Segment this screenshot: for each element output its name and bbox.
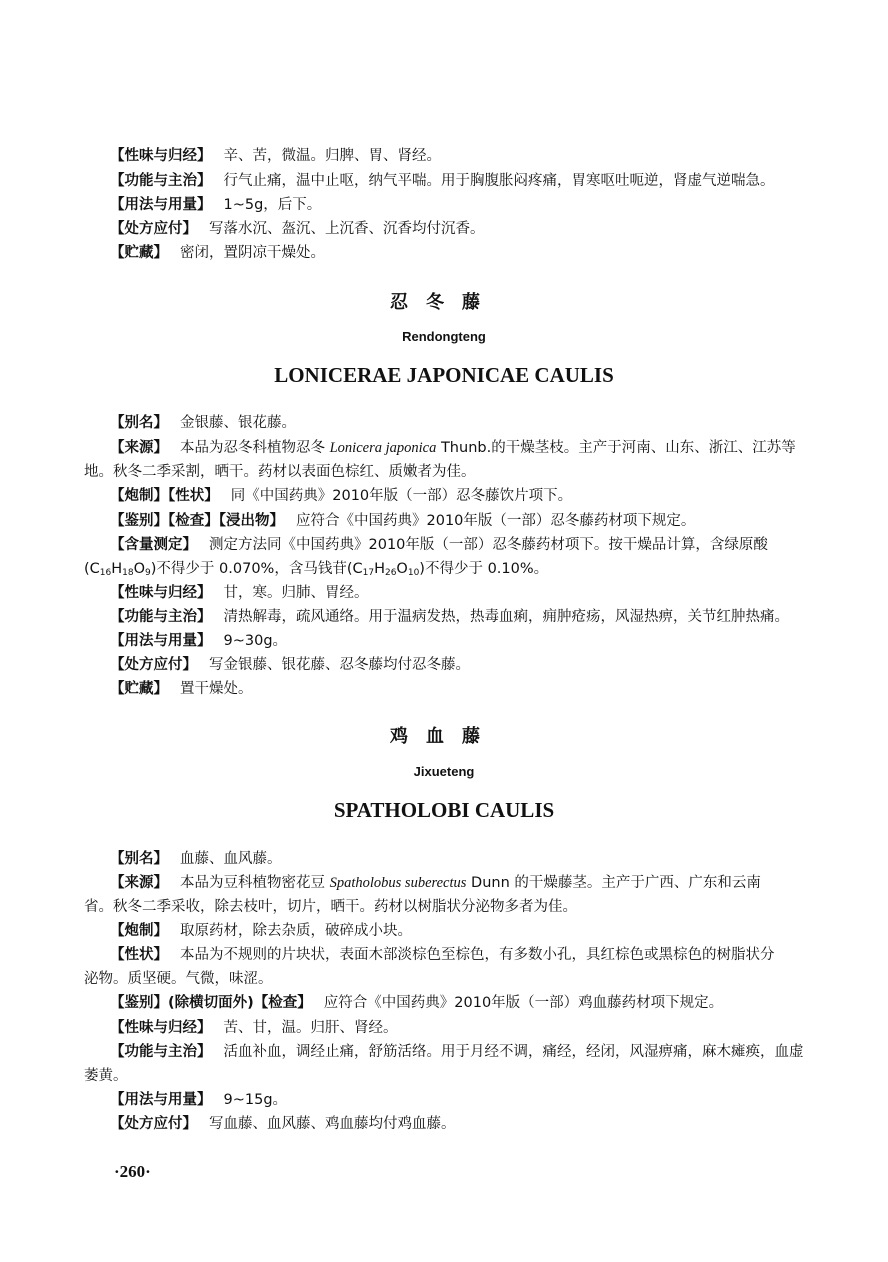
- entry-text: 应符合《中国药典》2010年版（一部）鸡血藤药材项下规定。: [323, 995, 724, 1011]
- entry-label: 【炮制】: [110, 923, 168, 939]
- entry-source-continued: 地。秋冬二季采割，晒干。药材以表面色棕红、质嫩者为佳。: [84, 464, 476, 480]
- entry-label: 【含量测定】: [110, 537, 197, 553]
- entry-text: 血藤、血风藤。: [180, 851, 282, 867]
- entry-text: 应符合《中国药典》2010年版（一部）忍冬藤药材项下规定。: [296, 513, 696, 529]
- formula-subscript: 26: [384, 568, 397, 578]
- formula-part: O: [133, 561, 146, 577]
- entry-label: 【处方应付】: [110, 1116, 197, 1132]
- entry-label: 【鉴别】【检查】【浸出物】: [110, 513, 284, 529]
- monograph-pinyin: Jixueteng: [413, 764, 475, 779]
- entry-function: [110, 170, 810, 192]
- entry-text: 写落水沉、盔沉、上沉香、沉香均付沉香。: [209, 221, 485, 237]
- entry-text: 清热解毒，疏风通络。用于温病发热，热毒血痢，痈肿疮疡，风湿热痹，关节红肿热痛。: [223, 609, 789, 625]
- monograph-latin-name: SPATHOLOBI CAULIS: [333, 798, 555, 822]
- entry-label: 【贮藏】: [110, 681, 168, 697]
- entry-prescription: [110, 218, 810, 240]
- entry-text: 密闭，置阴凉干燥处。: [180, 245, 325, 261]
- formula-subscript: 17: [362, 568, 375, 578]
- entry-processing: [110, 920, 810, 942]
- entry-source: [110, 872, 810, 894]
- formula-part: )不得少于 0.10%。: [419, 561, 549, 577]
- formula-subscript: 18: [122, 568, 134, 578]
- entry-alias: [110, 412, 810, 434]
- entry-text: 本品为豆科植物密花豆: [180, 875, 330, 891]
- formula-subscript: 9: [145, 568, 151, 578]
- entry-prescription: [110, 654, 810, 676]
- entry-label: 【别名】: [110, 415, 168, 431]
- formula-part: (C: [84, 561, 100, 577]
- entry-text: Thunb.的干燥茎枝。主产于河南、山东、浙江、江苏等: [436, 440, 796, 456]
- entry-function: [110, 606, 810, 628]
- page-number: ·260·: [114, 1162, 151, 1181]
- entry-alias: [110, 848, 810, 870]
- monograph-title: 鸡血藤: [390, 726, 498, 747]
- entry-characteristics: [110, 944, 810, 966]
- entry-text: 9~30g。: [223, 633, 288, 649]
- entry-processing: [110, 485, 810, 507]
- entry-source: [110, 437, 810, 459]
- entry-dosage: [110, 194, 810, 216]
- entry-text: 苦、甘，温。归肝、肾经。: [223, 1020, 398, 1036]
- entry-taste-meridian: [110, 145, 810, 167]
- entry-function: [110, 1041, 810, 1063]
- entry-text: 活血补血，调经止痛，舒筋活络。用于月经不调，痛经，经闭，风湿痹痛，麻木瘫痪，血虚: [223, 1044, 804, 1060]
- entry-dosage: [110, 630, 810, 652]
- entry-characteristics-continued: 泌物。质坚硬。气微，味涩。: [84, 971, 273, 987]
- entry-text: 测定方法同《中国药典》2010年版（一部）忍冬藤药材项下。按干燥品计算，含绿原酸: [209, 537, 768, 553]
- species-name: Lonicera japonica: [329, 440, 437, 456]
- entry-text: 辛、苦，微温。归脾、胃、肾经。: [223, 148, 441, 164]
- entry-label: 【别名】: [110, 851, 168, 867]
- entry-label: 【性状】: [110, 947, 168, 963]
- formula-part: O: [396, 561, 408, 577]
- formula-part: )不得少于 0.070%，含马钱苷(C: [150, 561, 363, 577]
- entry-storage: [110, 678, 810, 700]
- entry-dosage: [110, 1089, 810, 1111]
- entry-label: 【处方应付】: [110, 657, 197, 673]
- entry-label: 【用法与用量】: [110, 1092, 212, 1108]
- entry-label: 【炮制】【性状】: [110, 488, 219, 504]
- formula-subscript: 10: [407, 568, 420, 578]
- formula-part: H: [111, 561, 123, 577]
- monograph-latin-name: LONICERAE JAPONICAE CAULIS: [274, 363, 614, 387]
- entry-label: 【来源】: [110, 440, 168, 456]
- entry-source-continued: 省。秋冬二季采收，除去枝叶，切片，晒干。药材以树脂状分泌物多者为佳。: [84, 899, 577, 915]
- entry-text: Dunn 的干燥藤茎。主产于广西、广东和云南: [466, 875, 761, 891]
- entry-label: 【处方应付】: [110, 221, 197, 237]
- entry-text: 同《中国药典》2010年版（一部）忍冬藤饮片项下。: [230, 488, 573, 504]
- entry-taste-meridian: [110, 582, 810, 604]
- species-name: Spatholobus suberectus: [329, 875, 467, 891]
- entry-text: 行气止痛，温中止呕，纳气平喘。用于胸腹胀闷疼痛，胃寒呕吐呃逆，肾虚气逆喘急。: [223, 173, 775, 189]
- formula-part: H: [374, 561, 385, 577]
- entry-label: 【功能与主治】: [110, 173, 212, 189]
- entry-label: 【贮藏】: [110, 245, 168, 261]
- entry-text: 本品为忍冬科植物忍冬: [180, 440, 330, 456]
- entry-identification: [110, 992, 810, 1014]
- entry-label: 【功能与主治】: [110, 609, 212, 625]
- entry-prescription: [110, 1113, 810, 1135]
- entry-label: 【性味与归经】: [110, 148, 212, 164]
- entry-label: 【用法与用量】: [110, 197, 212, 213]
- entry-storage: [110, 242, 810, 264]
- entry-assay-continued: [84, 558, 810, 584]
- entry-assay: [110, 534, 810, 556]
- entry-text: 本品为不规则的片块状，表面木部淡棕色至棕色，有多数小孔，具红棕色或黑棕色的树脂状分: [180, 947, 775, 963]
- entry-text: 9~15g。: [223, 1092, 288, 1108]
- monograph-title: 忍冬藤: [390, 292, 498, 313]
- entry-identification: [110, 510, 810, 532]
- entry-label: 【来源】: [110, 875, 168, 891]
- entry-label: 【功能与主治】: [110, 1044, 212, 1060]
- entry-label: 【用法与用量】: [110, 633, 212, 649]
- formula-subscript: 16: [99, 568, 112, 578]
- entry-text: 取原药材，除去杂质，破碎成小块。: [180, 923, 412, 939]
- monograph-pinyin: Rendongteng: [402, 329, 486, 344]
- entry-text: 写金银藤、银花藤、忍冬藤均付忍冬藤。: [209, 657, 470, 673]
- entry-text: 置干燥处。: [180, 681, 253, 697]
- entry-label: 【性味与归经】: [110, 1020, 212, 1036]
- entry-label: 【性味与归经】: [110, 585, 212, 601]
- entry-text: 甘，寒。归肺、胃经。: [223, 585, 369, 601]
- entry-text: 1~5g，后下。: [223, 197, 322, 213]
- entry-text: 金银藤、银花藤。: [180, 415, 296, 431]
- entry-text: 写血藤、血风藤、鸡血藤均付鸡血藤。: [209, 1116, 456, 1132]
- entry-label: 【鉴别】(除横切面外)【检查】: [110, 995, 312, 1011]
- entry-function-continued: 萎黄。: [84, 1068, 128, 1084]
- entry-taste-meridian: [110, 1017, 810, 1039]
